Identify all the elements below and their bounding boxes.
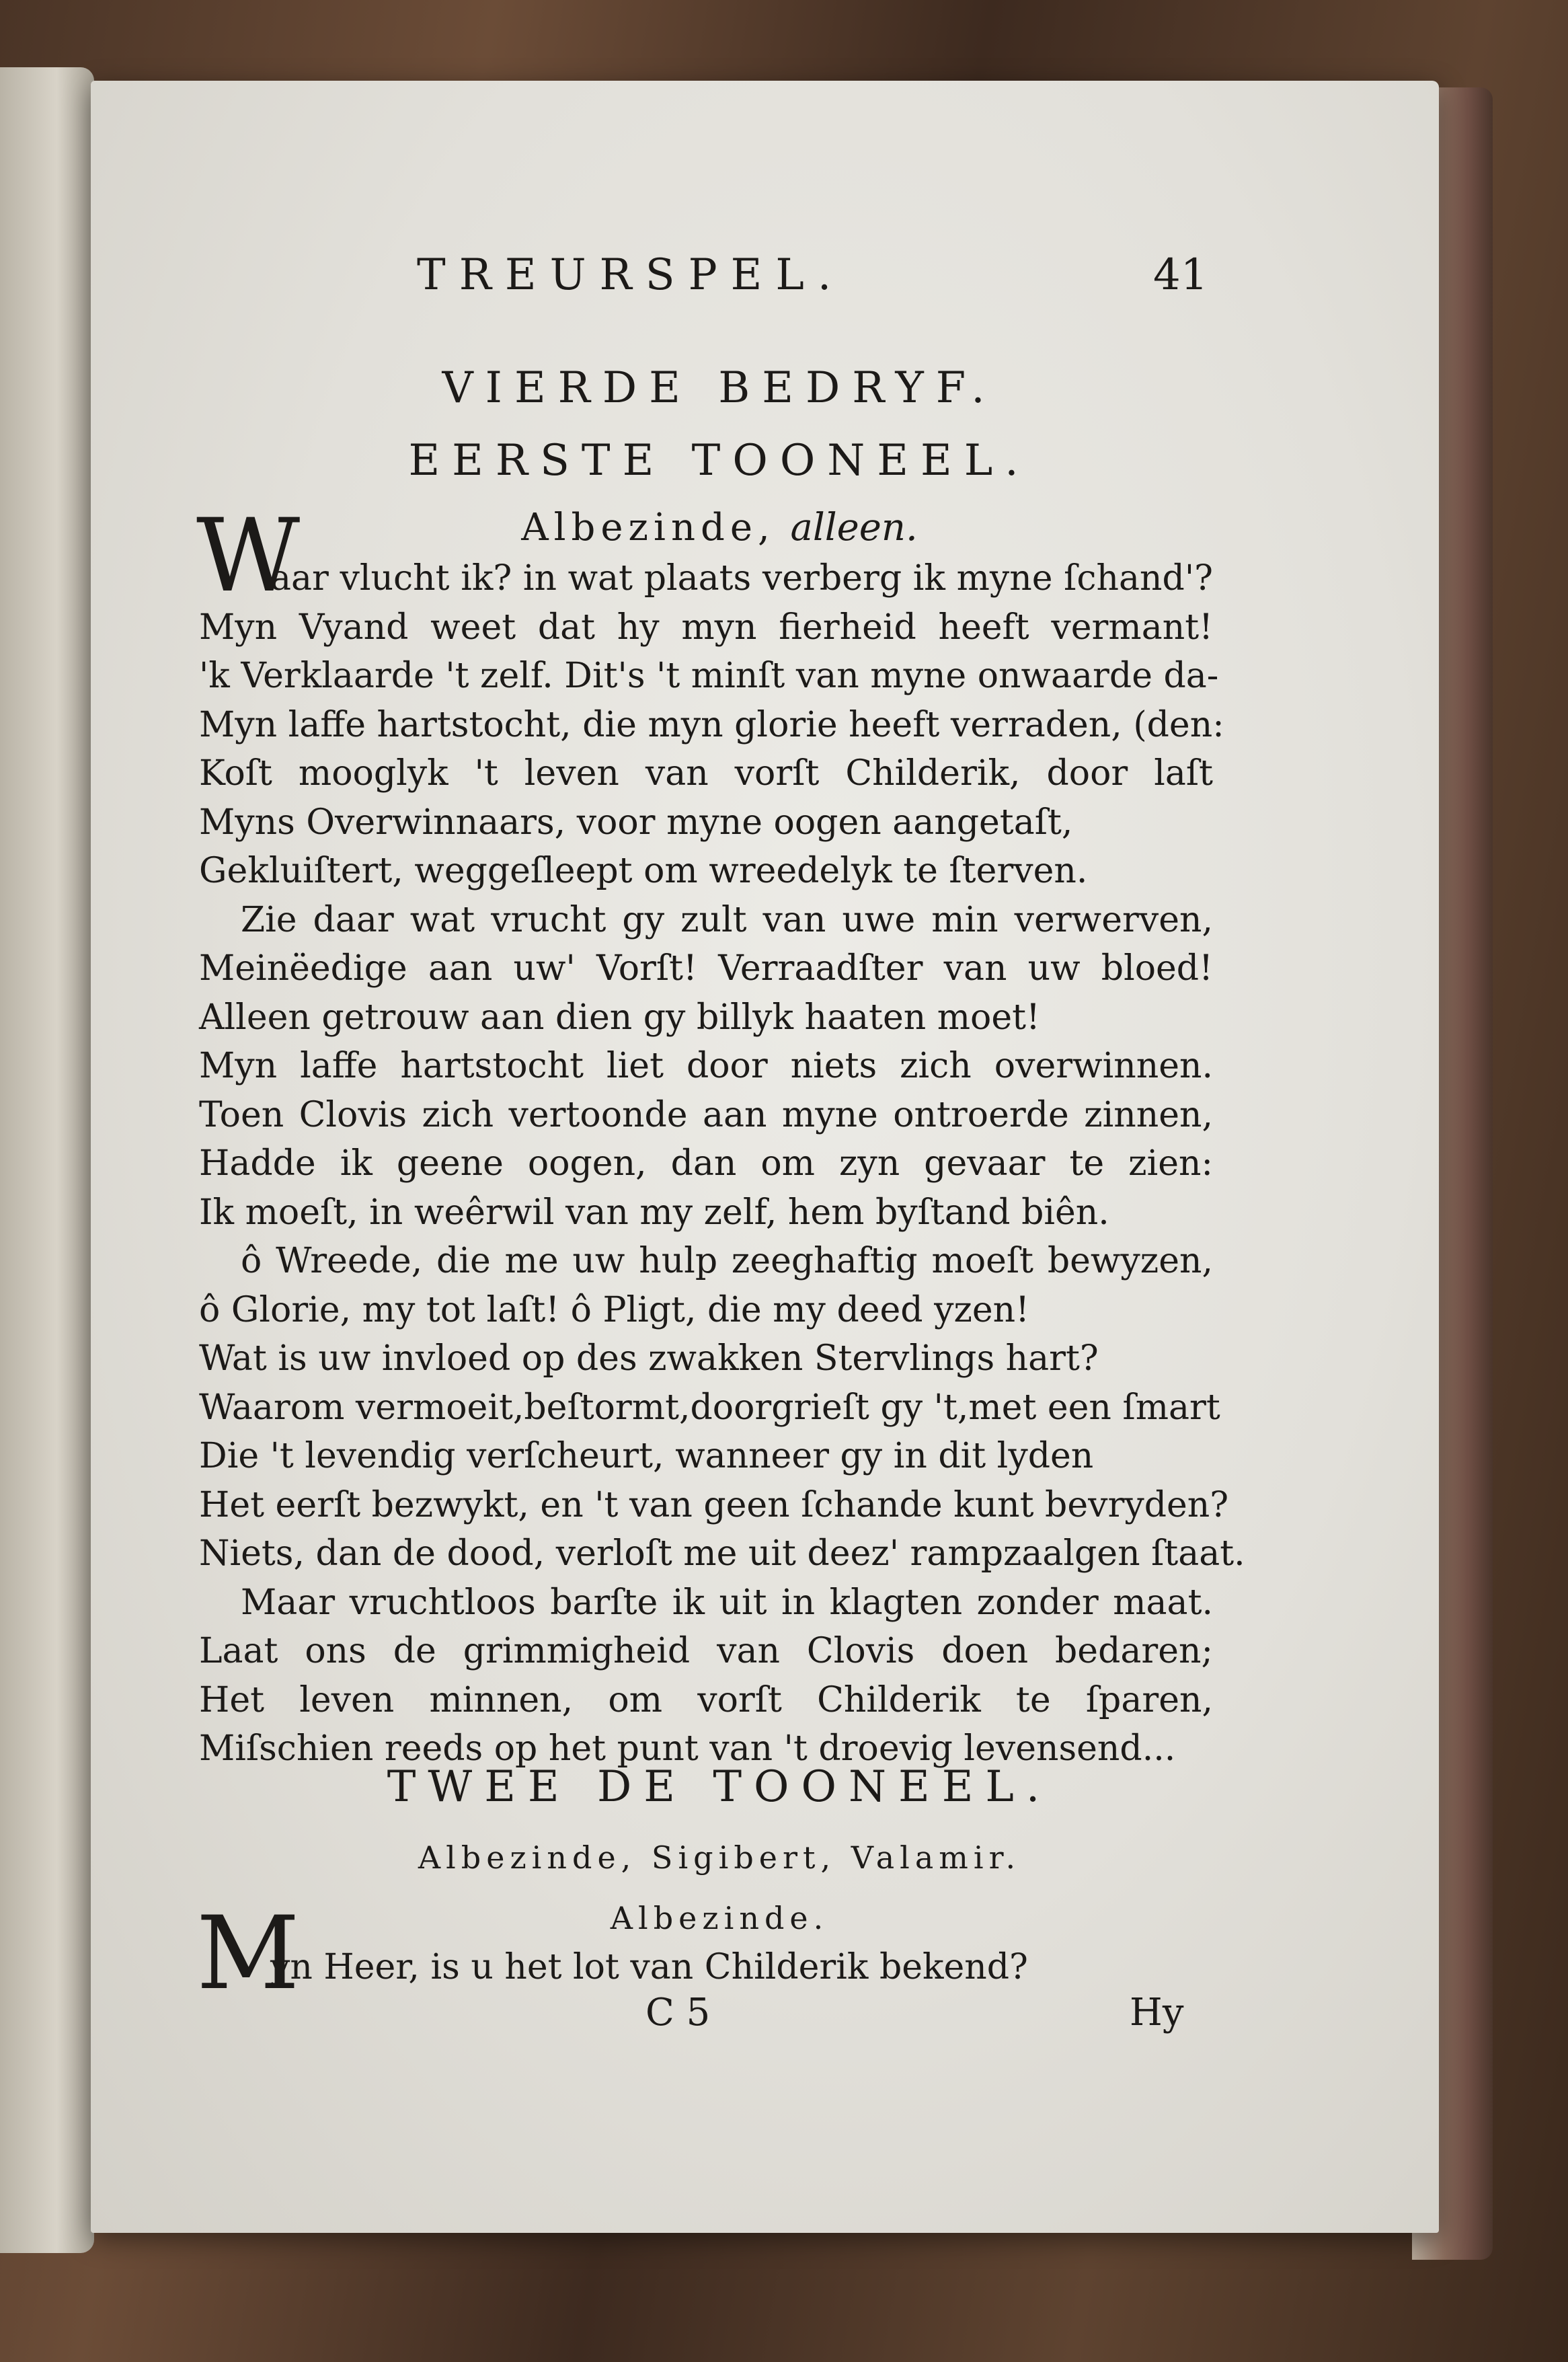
verse-line: Laat ons de grimmigheid van Clovis doen bedaren;: [199, 1631, 1213, 1671]
verse-line: aar vlucht ik? in wat plaats verberg ik myne ſchand'?: [270, 558, 1213, 599]
verse-line: Het eerſt bezwykt, en 't van geen ſchande kunt bevryden?: [199, 1484, 1229, 1525]
verse-line: Alleen getrouw aan dien gy billyk haaten moet!: [199, 997, 1040, 1038]
verse-line: ô Wreede, die me uw hulp zeeghaftig moeſt bewyzen,: [241, 1241, 1213, 1281]
verse-line: Niets, dan de dood, verloſt me uit deez' rampzaalgen ſtaat.: [199, 1533, 1245, 1574]
verse-line: Koſt mooglyk 't leven van vorſt Childerik, door laſt: [199, 753, 1213, 794]
verse-line: Die 't levendig verſcheurt, wanneer gy in dit lyden: [199, 1436, 1094, 1476]
scene-title: EERSTE TOONEEL.: [408, 436, 1031, 486]
act-title: VIERDE BEDRYF.: [442, 363, 997, 413]
verse-line: Myn laffe hartstocht, die myn glorie heeft verraden, (den:: [199, 704, 1224, 745]
scene-title: TWEE DE TOONEEL.: [387, 1762, 1052, 1812]
verse-line: Meinëedige aan uw' Vorſt! Verraadſter van uw bloed!: [199, 948, 1213, 989]
verse-line: Myn Vyand weet dat hy myn fierheid heeft vermant!: [199, 607, 1213, 648]
verse-line: Gekluiſtert, weggeſleept om wreedelyk te ſterven.: [199, 851, 1088, 891]
drop-cap: M: [196, 1895, 300, 2012]
verse-line: Miſschien reeds op het punt van 't droevig levensend...: [199, 1728, 1176, 1769]
verse-line: Wat is uw invloed op des zwakken Stervlings hart?: [199, 1338, 1099, 1379]
signature-mark: C 5: [645, 1991, 711, 2034]
verse-line: yn Heer, is u het lot van Childerik bekend?: [270, 1947, 1028, 1987]
verse-line: ô Glorie, my tot laſt! ô Pligt, die my deed yzen!: [199, 1289, 1030, 1330]
verse-line: Ik moeſt, in weêrwil van my zelf, hem byſtand biên.: [199, 1192, 1109, 1233]
verse-line: Hadde ik geene oogen, dan om zyn gevaar te zien:: [199, 1143, 1213, 1184]
speaker-name: Albezinde.: [610, 1900, 829, 1936]
stage-direction: alleen.: [790, 506, 918, 549]
verse-line: 'k Verklaarde 't zelf. Dit's 't minſt van myne onwaarde da-: [199, 656, 1219, 696]
drop-cap: W: [196, 498, 301, 615]
speaker-name: Albezinde,: [521, 506, 775, 549]
character-list: Albezinde, Sigibert, Valamir.: [418, 1839, 1021, 1876]
catchword: Hy: [1130, 1991, 1184, 2034]
verse-line: Myn laffe hartstocht liet door niets zich overwinnen.: [199, 1046, 1213, 1086]
verse-line: Maar vruchtloos barſte ik uit in klagten zonder maat.: [241, 1582, 1213, 1623]
verse-line: Toen Clovis zich vertoonde aan myne ontroerde zinnen,: [199, 1094, 1213, 1135]
verse-line: Waarom vermoeit,beſtormt,doorgrieſt gy 't,met een ſmart: [199, 1387, 1220, 1428]
verse-line: Het leven minnen, om vorſt Childerik te ſparen,: [199, 1679, 1213, 1720]
running-title: TREURSPEL.: [417, 250, 845, 300]
verse-line: Zie daar wat vrucht gy zult van uwe min verwerven,: [241, 899, 1213, 940]
page-number: 41: [1153, 250, 1208, 300]
verse-line: Myns Overwinnaars, voor myne oogen aangetaſt,: [199, 802, 1073, 843]
